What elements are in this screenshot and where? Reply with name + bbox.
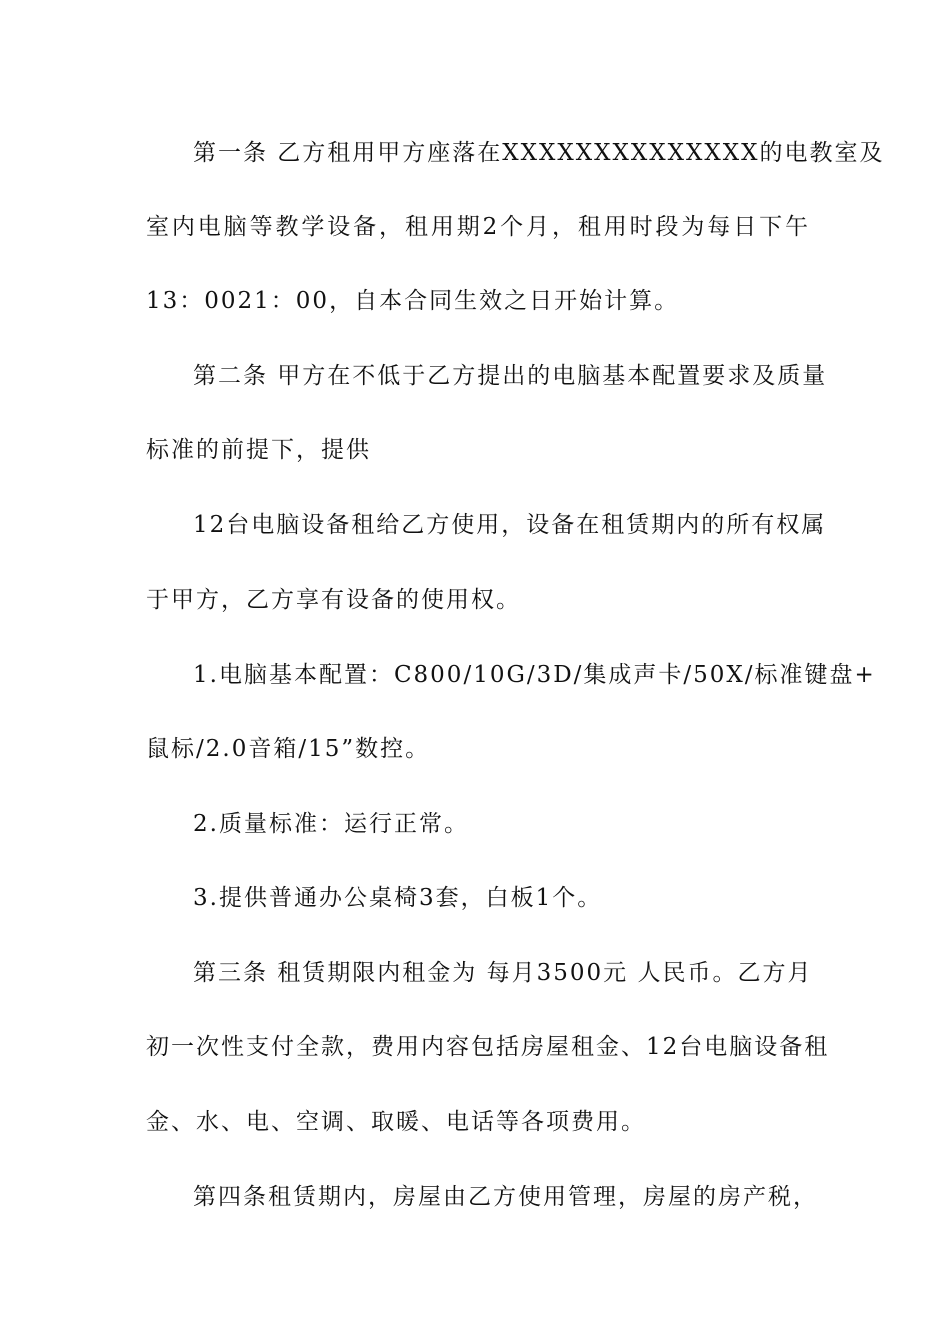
- text-line: 标准的前提下，提供: [146, 437, 371, 463]
- text-line: 第三条 租赁期限内租金为 每月3500元 人民币。乙方月: [193, 960, 813, 986]
- text-line: 鼠标/2.0音箱/15”数控。: [146, 736, 431, 762]
- text-line: 于甲方，乙方享有设备的使用权。: [146, 587, 521, 613]
- text-line: 12台电脑设备租给乙方使用，设备在租赁期内的所有权属: [193, 512, 827, 538]
- text-line: 初一次性支付全款，费用内容包括房屋租金、12台电脑设备租: [146, 1034, 830, 1060]
- text-line: 2.质量标准：运行正常。: [193, 811, 469, 837]
- text-line: 3.提供普通办公桌椅3套，白板1个。: [193, 885, 603, 911]
- text-line: 室内电脑等教学设备，租用期2个月，租用时段为每日下午: [146, 214, 810, 240]
- text-line: 13：0021：00，自本合同生效之日开始计算。: [146, 288, 680, 314]
- text-line: 第一条 乙方租用甲方座落在XXXXXXXXXXXXXX的电教室及: [193, 140, 885, 166]
- text-line: 1.电脑基本配置：C800/10G/3D/集成声卡/50X/标准键盘+: [193, 662, 876, 688]
- text-line: 第四条租赁期内，房屋由乙方使用管理，房屋的房产税，: [193, 1184, 818, 1210]
- text-line: 第二条 甲方在不低于乙方提出的电脑基本配置要求及质量: [193, 363, 828, 389]
- text-line: 金、水、电、空调、取暖、电话等各项费用。: [146, 1109, 646, 1135]
